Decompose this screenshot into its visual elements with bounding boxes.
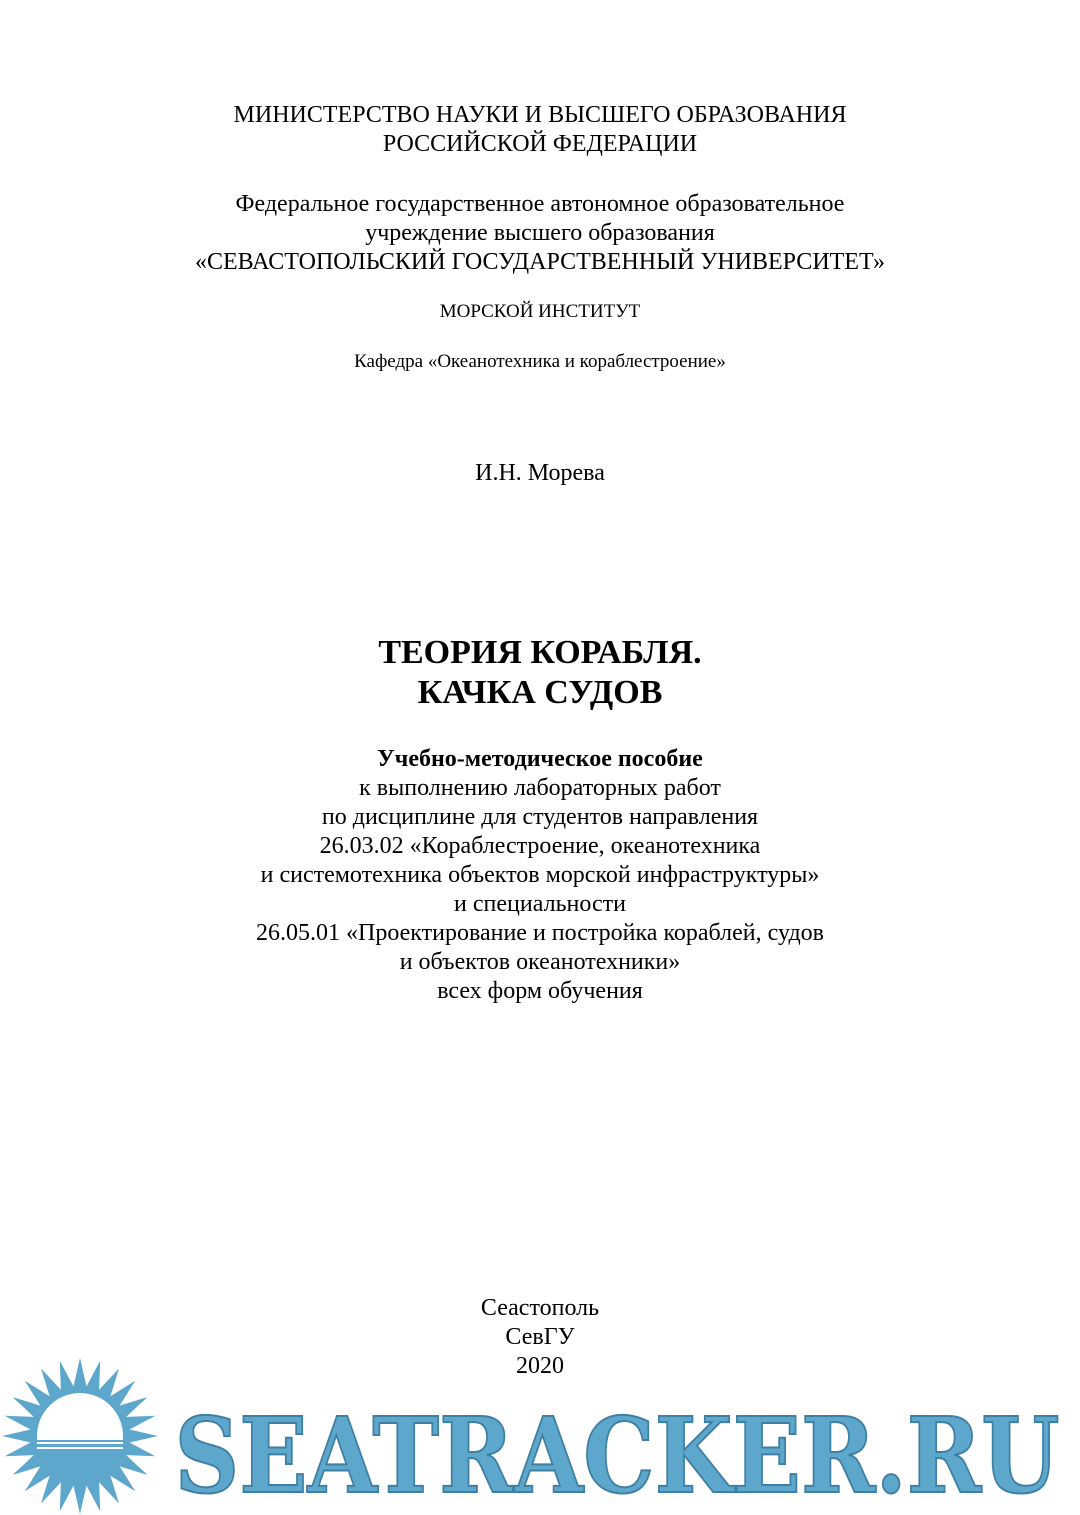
institution-line: Федеральное государственное автономное образовательное [235, 191, 845, 217]
ministry-header [0, 101, 1080, 159]
description-line: и специальности [454, 891, 626, 917]
description-line: 26.05.01 «Проектирование и постройка кораблей, судов [255, 920, 825, 946]
description-line: и системотехника объектов морской инфраструктуры» [260, 862, 820, 888]
author [0, 459, 1080, 488]
ministry-line: МИНИСТЕРСТВО НАУКИ И ВЫСШЕГО ОБРАЗОВАНИЯ [233, 102, 847, 128]
description-line: по дисциплине для студентов направления [321, 804, 759, 830]
ministry-line: РОССИЙСКОЙ ФЕДЕРАЦИИ [382, 131, 698, 157]
department-label: Кафедра «Океанотехника и кораблестроение» [354, 351, 726, 372]
imprint-publisher: СевГУ [505, 1324, 575, 1350]
institution-line: «СЕВАСТОПОЛЬСКИЙ ГОСУДАРСТВЕННЫЙ УНИВЕРСИТЕТ» [194, 249, 886, 275]
author-name: И.Н. Морева [475, 460, 605, 486]
description-line: к выполнению лабораторных работ [359, 775, 721, 801]
title-line: КАЧКА СУДОВ [417, 674, 663, 711]
watermark-text: SEATRACKER.RU [174, 1394, 1060, 1515]
imprint-city: Сеастополь [480, 1295, 600, 1321]
document-type: Учебно-методическое пособие [377, 746, 703, 772]
description-line: 26.03.02 «Кораблестроение, океанотехника [319, 833, 761, 859]
watermark-logo [0, 1352, 1080, 1515]
institute-name [0, 300, 1080, 324]
document-title [0, 633, 1080, 713]
description-line: всех форм обучения [437, 978, 643, 1004]
department-name [0, 350, 1080, 374]
description-line: и объектов океанотехники» [399, 949, 681, 975]
imprint-year: 2020 [516, 1353, 564, 1379]
institution-line: учреждение высшего образования [365, 220, 715, 246]
document-description [0, 745, 1080, 1006]
sun-icon [2, 1358, 158, 1514]
institution-header [0, 190, 1080, 277]
title-line: ТЕОРИЯ КОРАБЛЯ. [378, 634, 702, 671]
institute-label: МОРСКОЙ ИНСТИТУТ [439, 301, 641, 322]
